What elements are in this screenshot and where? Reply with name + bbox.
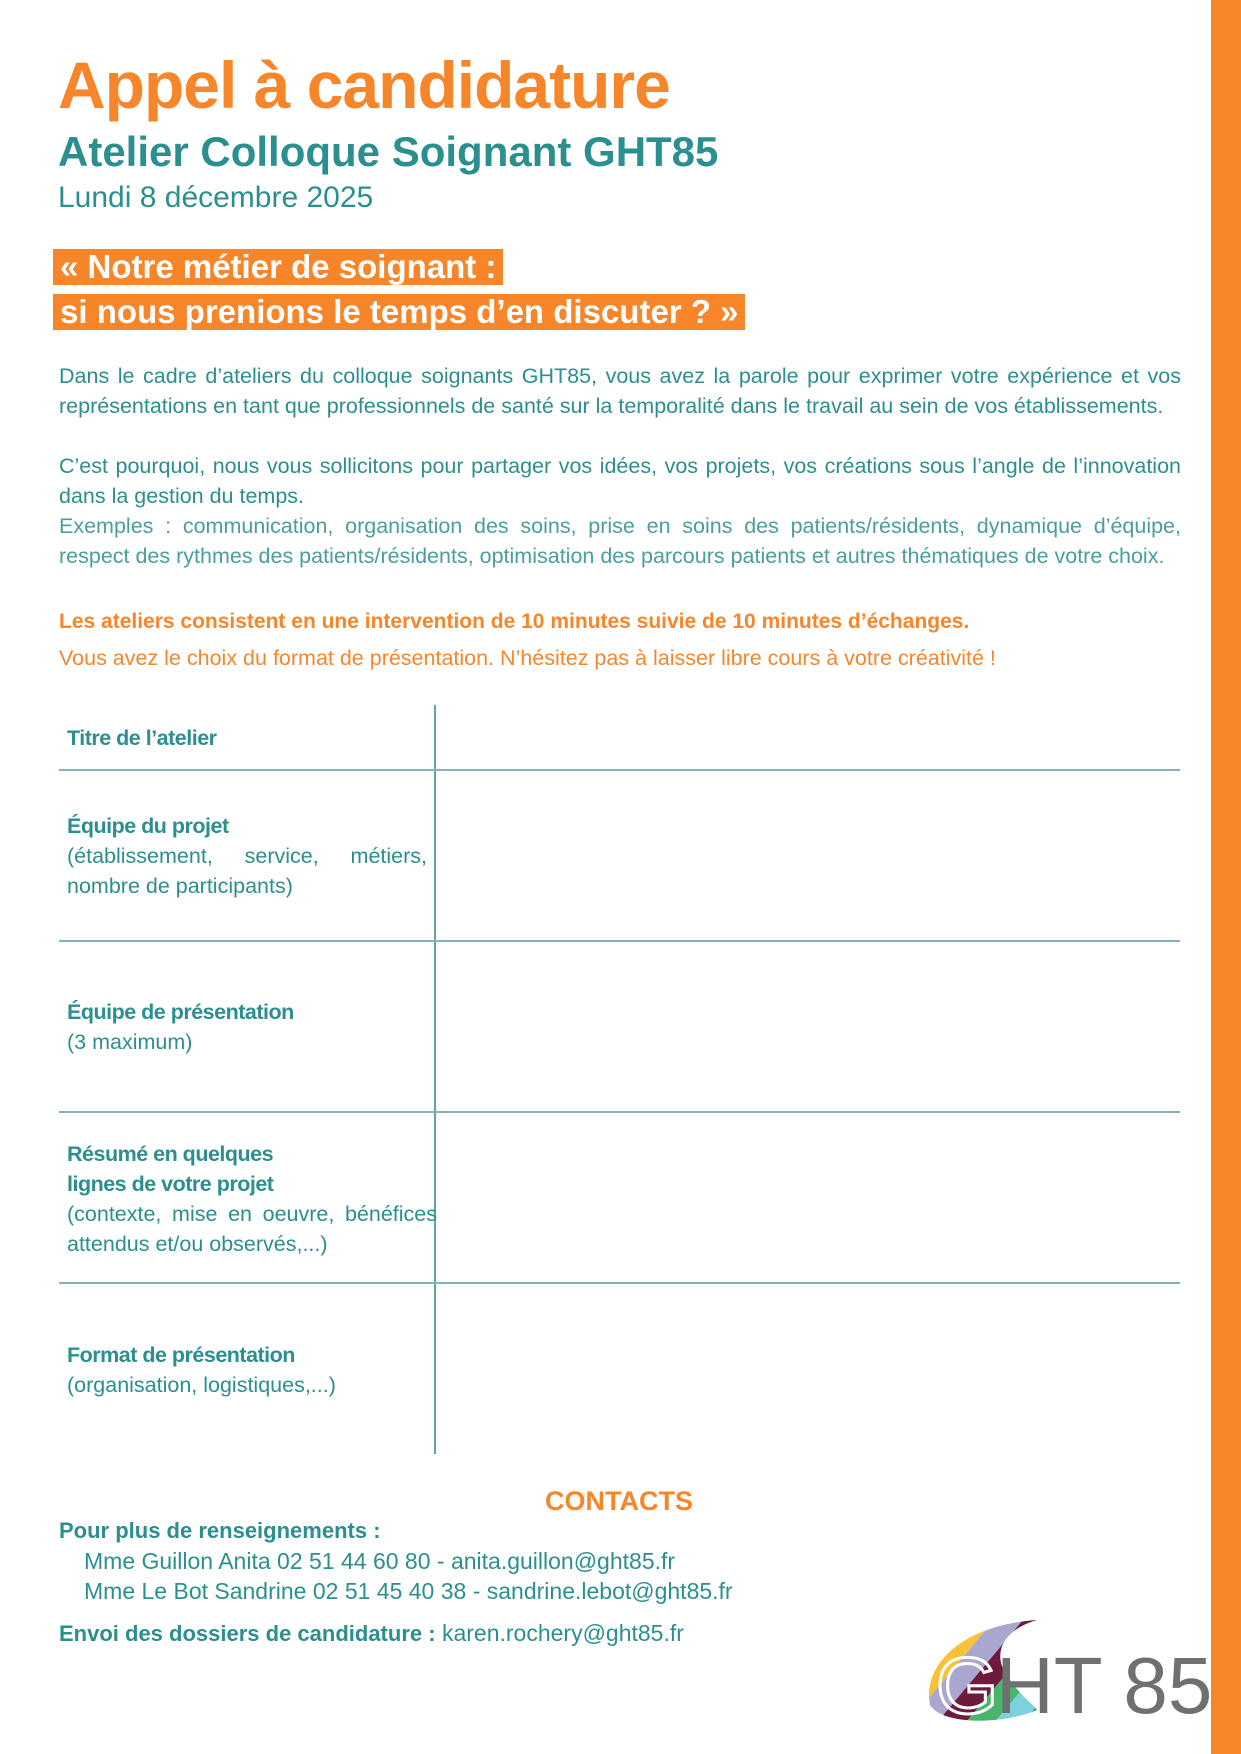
theme-line-2: si nous prenions le temps d’en discuter ? » (53, 294, 745, 330)
form-row-label-workshop-title (67, 723, 427, 753)
event-subtitle: Atelier Colloque Soignant GHT85 (58, 128, 719, 175)
presentation-team-field[interactable] (438, 943, 1178, 1110)
table-row-divider (59, 769, 1180, 771)
event-date: Lundi 8 décembre 2025 (58, 181, 374, 214)
project-summary-field[interactable] (438, 1114, 1178, 1281)
table-column-divider (434, 705, 436, 1454)
row-label: Équipe de présentation (67, 1000, 294, 1024)
info-label: Pour plus de renseignements : (59, 1518, 381, 1543)
contacts-heading: CONTACTS (545, 1486, 693, 1516)
row-label: Format de présentation (67, 1343, 295, 1367)
creativity-note: Vous avez le choix du format de présentation. N’hésitez pas à laisser libre cours à votre créativité ! (59, 646, 996, 670)
logo-wordmark: HT 85 (996, 1641, 1213, 1730)
row-label: Équipe du projet (67, 814, 229, 838)
ght85-logo-icon (922, 1615, 1213, 1730)
contact-line: Mme Le Bot Sandrine 02 51 45 40 38 - sandrine.lebot@ght85.fr (84, 1578, 733, 1604)
table-row-divider (59, 1282, 1180, 1284)
ght85-logo (922, 1615, 1213, 1730)
form-row-label-presentation-team (67, 997, 427, 1057)
submission-label: Envoi des dossiers de candidature : (59, 1621, 436, 1646)
theme-line-1: « Notre métier de soignant : (53, 249, 503, 285)
row-hint: (contexte, mise en oeuvre, bénéfices attendus et/ou observés,...) (67, 1202, 437, 1256)
format-duration-note: Les ateliers consistent en une intervention de 10 minutes suivie de 10 minutes d’échanges. (59, 610, 970, 633)
examples-paragraph: Exemples : communication, organisation des soins, prise en soins des patients/résidents, dynamique d’équipe, respect des rythmes des patients/résidents, optimisation des parcours patients et autres thématiques de votre choix. (59, 514, 1181, 568)
table-row-divider (59, 940, 1180, 942)
submission-line (59, 1620, 684, 1647)
workshop-title-field[interactable] (438, 707, 1178, 767)
form-row-label-project-team (67, 811, 427, 901)
form-row-label-presentation-format (67, 1340, 427, 1400)
row-hint: (3 maximum) (67, 1030, 193, 1054)
intro-paragraph-2: C’est pourquoi, nous vous sollicitons pour partager vos idées, vos projets, vos créations sous l’angle de l’innovation dans la gestion du temps. (59, 454, 1181, 508)
presentation-format-field[interactable] (438, 1285, 1178, 1453)
row-hint: (organisation, logistiques,...) (67, 1373, 336, 1397)
logo-letter-g: G (936, 1641, 999, 1730)
orange-side-bar (1211, 0, 1241, 1754)
row-label: Titre de l’atelier (67, 726, 217, 750)
page-title: Appel à candidature (58, 48, 670, 122)
form-row-label-project-summary (67, 1139, 437, 1259)
table-row-divider (59, 1111, 1180, 1113)
project-team-field[interactable] (438, 772, 1178, 939)
row-label: Résumé en quelques lignes de votre projet (67, 1142, 274, 1196)
contact-line: Mme Guillon Anita 02 51 44 60 80 - anita.guillon@ght85.fr (84, 1548, 676, 1574)
intro-paragraph-1: Dans le cadre d’ateliers du colloque soignants GHT85, vous avez la parole pour exprimer votre expérience et vos représentations en tant que professionnels de santé sur la temporalité dans le travail au sein de vos établissements. (59, 364, 1181, 418)
row-hint: (établissement, service, métiers, nombre de participants) (67, 844, 427, 898)
submission-email-link[interactable]: karen.rochery@ght85.fr (441, 1620, 684, 1646)
